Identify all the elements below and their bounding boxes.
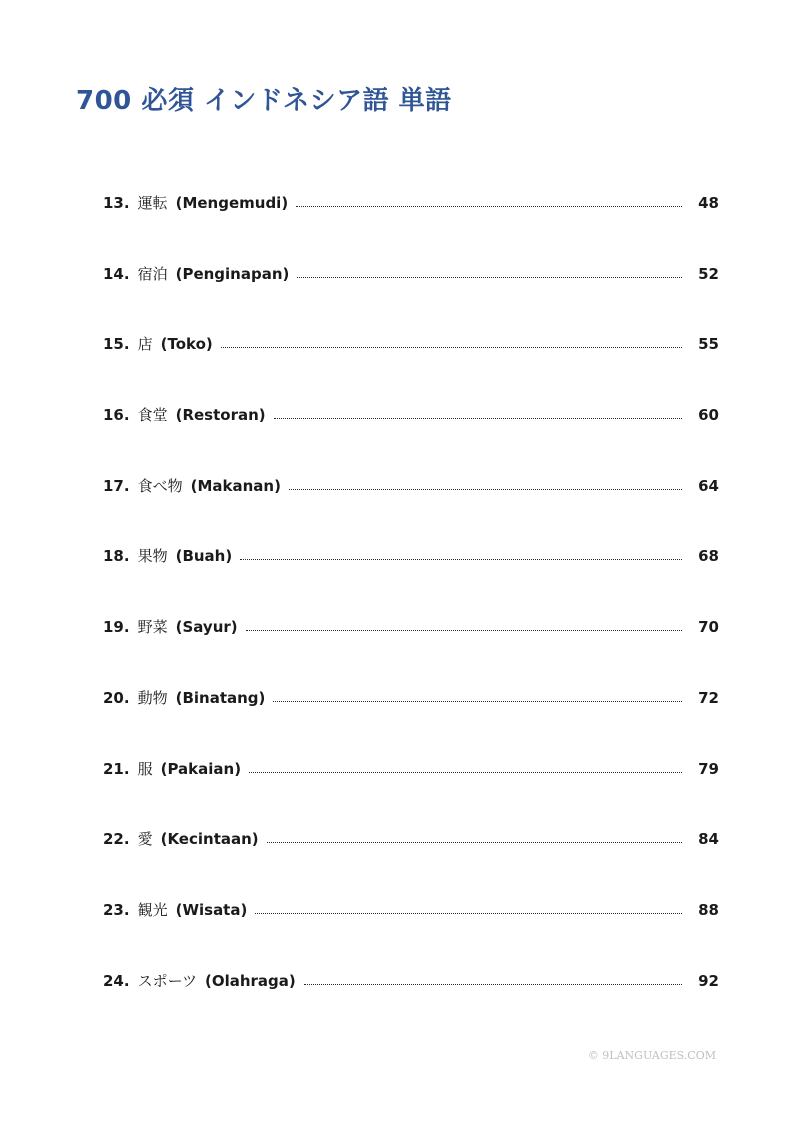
toc-entry-14[interactable]: [103, 257, 719, 328]
toc-entry-page: 48: [698, 194, 719, 212]
toc-dot-leader: [273, 681, 682, 702]
toc-entry-16[interactable]: [103, 398, 719, 469]
toc-entry-number: 16.: [103, 406, 130, 425]
toc-entry-number: 24.: [103, 971, 130, 990]
page-title: 700 必須 インドネシア語 単語: [76, 86, 452, 116]
toc-entry-japanese: 野菜: [137, 618, 168, 637]
toc-entry-indonesian: (Makanan): [190, 476, 281, 495]
toc-entry-number: 18.: [103, 547, 130, 566]
toc-entry-number: 14.: [103, 264, 130, 283]
toc-entry-indonesian: (Binatang): [175, 688, 266, 707]
toc-entry-number: 17.: [103, 476, 130, 495]
toc-entry-page: 60: [698, 406, 719, 425]
toc-entry-indonesian: (Buah): [175, 547, 233, 566]
toc-entry-japanese: スポーツ: [137, 971, 197, 990]
footer-copyright: © 9LANGUAGES.COM: [587, 1049, 716, 1062]
toc-entry-japanese: 運転: [137, 194, 168, 212]
toc-dot-leader: [255, 893, 682, 914]
toc-dot-leader: [221, 327, 682, 348]
toc-entry-japanese: 食堂: [137, 406, 168, 425]
toc-entry-indonesian: (Wisata): [175, 900, 248, 919]
toc-entry-19[interactable]: [103, 610, 719, 681]
toc-entry-indonesian: (Olahraga): [204, 971, 296, 990]
toc-dot-leader: [297, 257, 682, 278]
toc-entry-21[interactable]: [103, 752, 719, 823]
toc-entry-15[interactable]: [103, 327, 719, 398]
toc-entry-number: 20.: [103, 688, 130, 707]
toc-entry-23[interactable]: [103, 893, 719, 964]
toc-entry-page: 72: [698, 688, 719, 707]
toc-entry-page: 84: [698, 830, 719, 849]
toc-dot-leader: [296, 186, 682, 207]
toc-entry-17[interactable]: [103, 469, 719, 540]
toc-dot-leader: [267, 822, 682, 843]
toc-entry-japanese: 果物: [137, 547, 168, 566]
toc-entry-24[interactable]: [103, 964, 719, 1035]
toc-entry-japanese: 服: [137, 759, 153, 778]
toc-entry-indonesian: (Mengemudi): [175, 194, 289, 212]
toc-dot-leader: [274, 398, 682, 419]
toc-entry-13[interactable]: [103, 186, 719, 257]
toc-entry-japanese: 愛: [137, 830, 153, 849]
toc-entry-indonesian: (Pakaian): [160, 759, 242, 778]
toc-entry-japanese: 食べ物: [137, 476, 183, 495]
toc-entry-number: 19.: [103, 618, 130, 637]
toc-entry-18[interactable]: [103, 539, 719, 610]
toc-entry-number: 15.: [103, 335, 130, 354]
toc-entry-page: 52: [698, 264, 719, 283]
toc-dot-leader: [249, 752, 682, 773]
toc-entry-indonesian: (Kecintaan): [160, 830, 259, 849]
toc-dot-leader: [289, 469, 682, 490]
toc-entry-page: 55: [698, 335, 719, 354]
toc-dot-leader: [304, 964, 682, 985]
toc-entry-japanese: 観光: [137, 900, 168, 919]
toc-entry-indonesian: (Penginapan): [175, 264, 290, 283]
toc-entry-indonesian: (Restoran): [175, 406, 266, 425]
toc-entry-page: 88: [698, 900, 719, 919]
toc-entry-indonesian: (Toko): [160, 335, 213, 354]
toc-dot-leader: [246, 610, 683, 631]
toc-entry-indonesian: (Sayur): [175, 618, 238, 637]
toc-dot-leader: [240, 539, 682, 560]
toc-entry-number: 22.: [103, 830, 130, 849]
toc-entry-20[interactable]: [103, 681, 719, 752]
toc-entry-number: 21.: [103, 759, 130, 778]
toc-entry-page: 92: [698, 971, 719, 990]
toc-entry-page: 70: [698, 618, 719, 637]
table-of-contents: [103, 186, 719, 1034]
toc-entry-japanese: 店: [137, 335, 153, 354]
toc-entry-number: 13.: [103, 194, 130, 212]
toc-entry-page: 64: [698, 476, 719, 495]
toc-entry-number: 23.: [103, 900, 130, 919]
toc-entry-22[interactable]: [103, 822, 719, 893]
toc-entry-japanese: 動物: [137, 688, 168, 707]
toc-entry-page: 79: [698, 759, 719, 778]
toc-entry-page: 68: [698, 547, 719, 566]
toc-entry-japanese: 宿泊: [137, 264, 168, 283]
